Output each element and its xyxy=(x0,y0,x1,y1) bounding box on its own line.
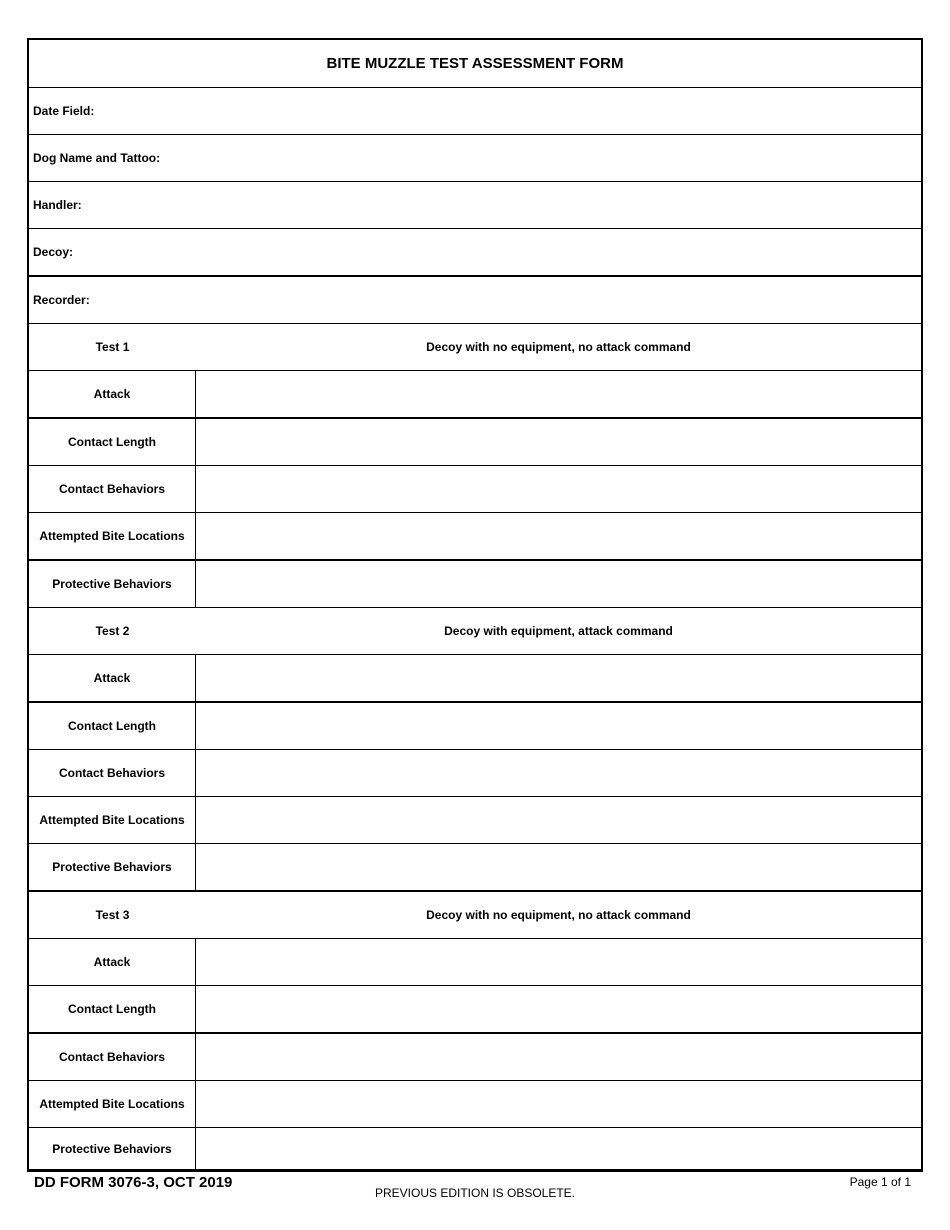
test-3-contact-behaviors-label: Contact Behaviors xyxy=(29,1034,196,1080)
test-3-contact-length-label: Contact Length xyxy=(29,986,196,1032)
test-2-protective-behaviors-row xyxy=(29,844,921,892)
test-1-name: Test 1 xyxy=(95,340,130,354)
test-3-attack-input[interactable] xyxy=(196,939,921,985)
test-1-contact-length-row xyxy=(29,419,921,466)
test-3-attempted-bite-locations-input[interactable] xyxy=(196,1081,921,1127)
test-2-protective-behaviors-label: Protective Behaviors xyxy=(29,844,196,890)
form-title-row xyxy=(29,40,921,88)
test-1-contact-behaviors-label: Contact Behaviors xyxy=(29,466,196,512)
test-2-attempted-bite-locations-input[interactable] xyxy=(196,797,921,843)
handler-label: Handler: xyxy=(33,198,82,212)
test-1-attempted-bite-locations-input[interactable] xyxy=(196,513,921,559)
test-2-header-row xyxy=(29,608,921,655)
date-field-label: Date Field: xyxy=(33,104,95,118)
test-1-contact-length-input[interactable] xyxy=(196,419,921,465)
decoy-row[interactable] xyxy=(29,229,921,277)
test-2-description: Decoy with equipment, attack command xyxy=(444,624,673,638)
test-3-contact-behaviors-input[interactable] xyxy=(196,1034,921,1080)
test-1-attack-label: Attack xyxy=(29,371,196,417)
obsolete-notice: PREVIOUS EDITION IS OBSOLETE. xyxy=(374,1186,576,1200)
test-2-name: Test 2 xyxy=(95,624,130,638)
test-2-contact-length-input[interactable] xyxy=(196,703,921,749)
test-2-attack-label: Attack xyxy=(29,655,196,701)
dog-name-tattoo-row[interactable] xyxy=(29,135,921,182)
test-3-protective-behaviors-row xyxy=(29,1128,921,1169)
test-3-protective-behaviors-label: Protective Behaviors xyxy=(29,1128,196,1169)
test-1-attempted-bite-locations-label: Attempted Bite Locations xyxy=(29,513,196,559)
decoy-label: Decoy: xyxy=(33,245,74,259)
test-2-contact-length-row xyxy=(29,703,921,750)
date-field-row[interactable] xyxy=(29,88,921,135)
test-2-contact-behaviors-label: Contact Behaviors xyxy=(29,750,196,796)
test-1-contact-length-label: Contact Length xyxy=(29,419,196,465)
test-1-contact-behaviors-row xyxy=(29,466,921,513)
test-1-attack-input[interactable] xyxy=(196,371,921,417)
test-1-description: Decoy with no equipment, no attack command xyxy=(426,340,691,354)
form-title: BITE MUZZLE TEST ASSESSMENT FORM xyxy=(326,55,624,72)
test-1-contact-behaviors-input[interactable] xyxy=(196,466,921,512)
test-2-attack-input[interactable] xyxy=(196,655,921,701)
test-3-protective-behaviors-input[interactable] xyxy=(196,1128,921,1169)
test-2-attempted-bite-locations-row xyxy=(29,797,921,844)
test-3-contact-length-row xyxy=(29,986,921,1034)
test-2-contact-length-label: Contact Length xyxy=(29,703,196,749)
test-1-attack-row xyxy=(29,371,921,419)
test-3-header-row xyxy=(29,892,921,939)
test-3-attack-row xyxy=(29,939,921,986)
test-3-attempted-bite-locations-label: Attempted Bite Locations xyxy=(29,1081,196,1127)
test-1-header-row xyxy=(29,324,921,371)
test-1-protective-behaviors-input[interactable] xyxy=(196,561,921,607)
test-3-contact-behaviors-row xyxy=(29,1034,921,1081)
assessment-form xyxy=(27,38,923,1172)
form-number: DD FORM 3076-3, OCT 2019 xyxy=(34,1174,233,1191)
test-2-protective-behaviors-input[interactable] xyxy=(196,844,921,890)
test-3-contact-length-input[interactable] xyxy=(196,986,921,1032)
test-3-attack-label: Attack xyxy=(29,939,196,985)
test-2-contact-behaviors-input[interactable] xyxy=(196,750,921,796)
test-1-attempted-bite-locations-row xyxy=(29,513,921,561)
handler-row[interactable] xyxy=(29,182,921,229)
page-number: Page 1 of 1 xyxy=(849,1175,911,1189)
test-3-attempted-bite-locations-row xyxy=(29,1081,921,1128)
test-2-contact-behaviors-row xyxy=(29,750,921,797)
test-2-attack-row xyxy=(29,655,921,703)
test-2-attempted-bite-locations-label: Attempted Bite Locations xyxy=(29,797,196,843)
test-3-description: Decoy with no equipment, no attack command xyxy=(426,908,691,922)
test-1-protective-behaviors-label: Protective Behaviors xyxy=(29,561,196,607)
dog-name-tattoo-label: Dog Name and Tattoo: xyxy=(33,151,161,165)
recorder-row[interactable] xyxy=(29,277,921,324)
test-3-name: Test 3 xyxy=(95,908,130,922)
test-1-protective-behaviors-row xyxy=(29,561,921,608)
recorder-label: Recorder: xyxy=(33,293,90,307)
